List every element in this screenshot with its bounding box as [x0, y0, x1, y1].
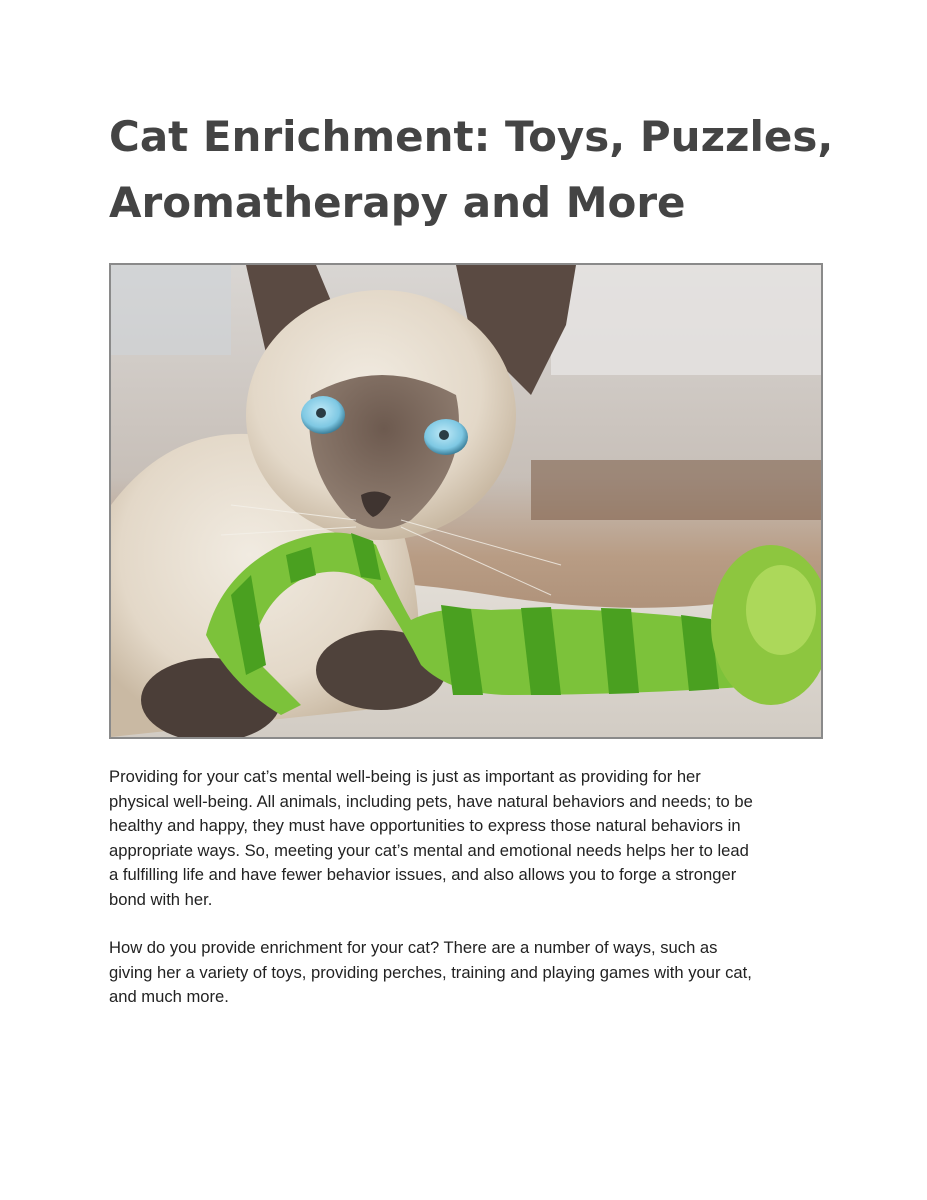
page-title [109, 104, 834, 236]
paragraph [109, 936, 829, 1010]
paragraph-line: healthy and happy, they must have opportunities to express those natural behaviors in [109, 816, 741, 835]
paragraph-line: giving her a variety of toys, providing perches, training and playing games with your cat, [109, 962, 752, 982]
title-line: Cat Enrichment: Toys, Puzzles, [109, 112, 834, 161]
title-line: Aromatherapy and More [109, 178, 686, 227]
paragraph-line: appropriate ways. So, meeting your cat’s mental and emotional needs helps her to lead [109, 840, 749, 860]
paragraph [109, 765, 829, 912]
paragraph-line: bond with her. [109, 889, 213, 909]
paragraph-line: Providing for your cat’s mental well-being is just as important as providing for her [109, 767, 701, 786]
paragraph-line: physical well-being. All animals, including pets, have natural behaviors and needs; to be [109, 791, 753, 811]
paragraph-line: How do you provide enrichment for your cat? There are a number of ways, such as [109, 938, 718, 957]
article-image [109, 263, 823, 739]
cat-photo-illustration [111, 265, 821, 737]
paragraph-line: a fulfilling life and have fewer behavior issues, and also allows you to forge a stronger [109, 865, 737, 884]
paragraph-line: and much more. [109, 987, 229, 1006]
